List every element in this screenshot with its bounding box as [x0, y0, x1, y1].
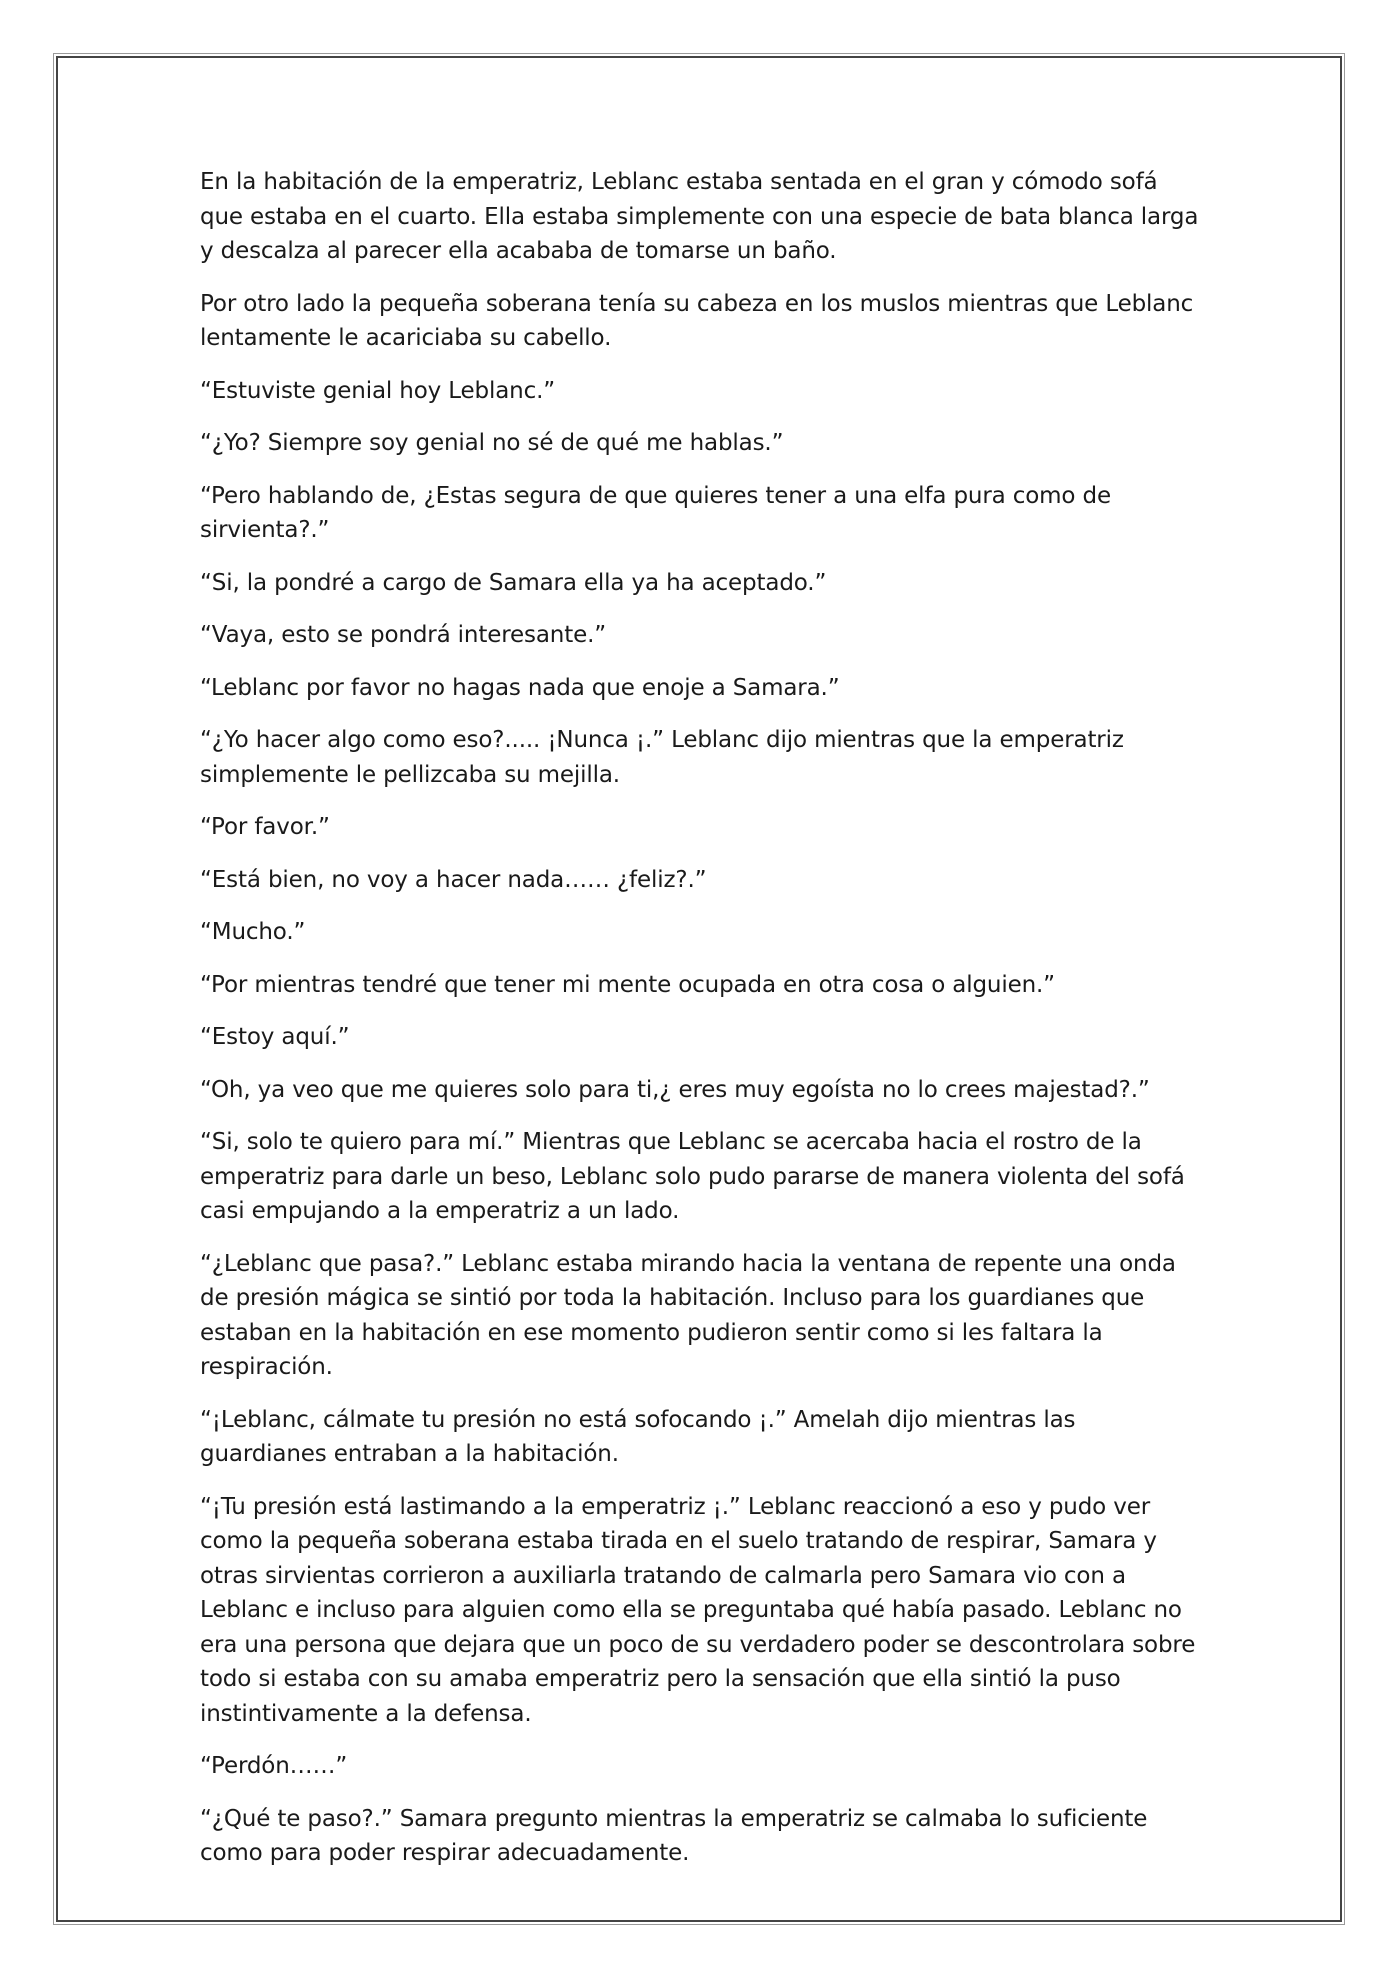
paragraph: “Oh, ya veo que me quieres solo para ti,¿ eres muy egoísta no lo crees majestad?.” — [200, 1076, 1150, 1103]
paragraph: “Estoy aquí.” — [200, 1024, 350, 1050]
paragraph: “¡Tu presión está lastimando a la emperatriz ¡.” Leblanc reaccionó a eso y pudo ver como la pequeña soberana estaba tirada en el suelo tratando de respirar, Samara y otras sirvientas corrieron a auxiliarla tratando de calmarla pero Samara vio con a Leblanc e incluso para alguien como ella se preguntaba qué había pasado. Leblanc no era una persona que dejara que un poco de su verdadero poder se descontrolara sobre todo si estaba con su amaba emperatriz pero la sensación que ella sintió la puso instintivamente a la defensa. — [200, 1493, 1196, 1727]
paragraph: En la habitación de la emperatriz, Leblanc estaba sentada en el gran y cómodo sofá que estaba en el cuarto. Ella estaba simplemente con una especie de bata blanca larga y descalza al parecer ella acababa de tomarse un baño. — [200, 169, 1199, 264]
paragraph: “¿Yo? Siempre soy genial no sé de qué me hablas.” — [200, 430, 784, 456]
paragraph: “Leblanc por favor no hagas nada que enoje a Samara.” — [200, 674, 840, 701]
document-body — [200, 165, 1200, 1889]
paragraph: “¿Qué te paso?.” Samara pregunto mientras la emperatriz se calmaba lo suficiente como para poder respirar adecuadamente. — [200, 1805, 1148, 1866]
paragraph: “¿Yo hacer algo como eso?..... ¡Nunca ¡.” Leblanc dijo mientras que la emperatriz simplemente le pellizcaba su mejilla. — [200, 727, 1124, 788]
paragraph: Por otro lado la pequeña soberana tenía su cabeza en los muslos mientras que Leblanc lentamente le acariciaba su cabello. — [200, 290, 1194, 351]
paragraph: “¿Leblanc que pasa?.” Leblanc estaba mirando hacia la ventana de repente una onda de presión mágica se sintió por toda la habitación. Incluso para los guardianes que estaban en la habitación en ese momento pudieron sentir como si les faltara la respiración. — [200, 1250, 1176, 1380]
paragraph: “Si, la pondré a cargo de Samara ella ya ha aceptado.” — [200, 569, 827, 596]
paragraph: “Está bien, no voy a hacer nada…… ¿feliz?.” — [200, 866, 707, 893]
paragraph: “Por mientras tendré que tener mi mente ocupada en otra cosa o alguien.” — [200, 971, 1055, 998]
paragraph: “Vaya, esto se pondrá interesante.” — [200, 622, 607, 648]
paragraph: “Estuviste genial hoy Leblanc.” — [200, 377, 556, 404]
paragraph: “Pero hablando de, ¿Estas segura de que quieres tener a una elfa pura como de sirvienta?.” — [200, 482, 1111, 543]
paragraph: “Mucho.” — [200, 919, 306, 945]
paragraph: “¡Leblanc, cálmate tu presión no está sofocando ¡.” Amelah dijo mientras las guardianes entraban a la habitación. — [200, 1406, 1076, 1467]
paragraph: “Si, solo te quiero para mí.” Mientras que Leblanc se acercaba hacia el rostro de la emperatriz para darle un beso, Leblanc solo pudo pararse de manera violenta del sofá casi empujando a la emperatriz a un lado. — [200, 1129, 1185, 1224]
paragraph: “Por favor.” — [200, 814, 330, 840]
paragraph: “Perdón……” — [200, 1753, 348, 1779]
